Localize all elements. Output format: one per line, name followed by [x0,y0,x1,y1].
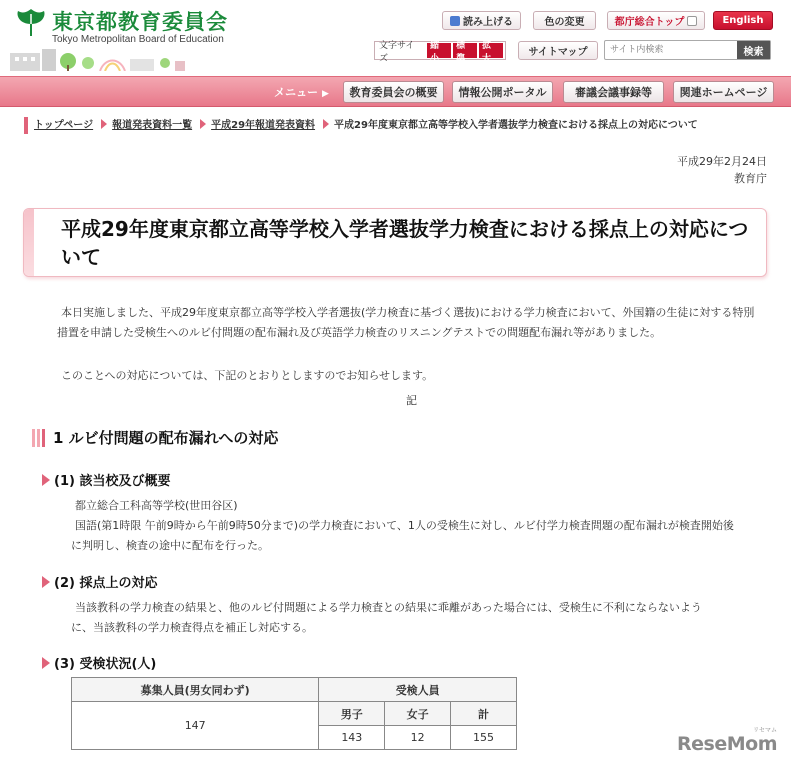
publication-info [677,153,767,187]
watermark-text: ReseMom [677,733,777,755]
recruit-value: 147 [72,702,319,750]
subsection1-text: 国語(第1時限 午前9時から午前9時50分まで)の学力検査において、1人の受検生に対し、ルビ付学力検査問題の配布漏れが検査開始後に判明し、検査の途中に配布を行った。 [71,519,734,552]
triangle-right-icon [42,576,50,588]
watermark-small-text: リセマム [753,727,777,734]
search-input[interactable] [605,41,737,59]
nav-menu-label [274,84,329,100]
subsection2-heading [42,572,157,591]
total-value: 155 [451,726,517,750]
sitemap-button[interactable] [518,41,598,60]
male-value: 143 [319,726,385,750]
triangle-right-icon [42,474,50,486]
examinee-table [71,677,517,750]
school-name: 都立総合工科高等学校(世田谷区) [75,499,238,512]
color-change-button[interactable] [533,11,596,30]
tocho-top-label: 都庁総合トップ [614,17,685,28]
tab-related-links[interactable]: 関連ホームページ [673,81,774,103]
page-title-box [23,208,767,277]
site-logo-english: Tokyo Metropolitan Board of Education [52,34,224,45]
tokyo-ginkgo-logo-icon[interactable] [14,8,48,38]
breadcrumb-press-list[interactable]: 報道発表資料一覧 [112,120,193,131]
font-shrink-button[interactable]: 縮小 [427,43,451,58]
section1-heading [32,427,278,448]
breadcrumb-arrow-icon [200,119,206,129]
site-search [604,40,771,60]
title-accent-bar [24,209,34,276]
breadcrumb [24,117,764,134]
tab-board-overview[interactable]: 教育委員会の概要 [343,81,444,103]
font-standard-button[interactable]: 標準 [453,43,477,58]
breadcrumb-press-2017[interactable]: 平成29年報道発表資料 [211,120,316,131]
subsection3-heading [42,653,156,672]
subsection3-heading-text: (3) 受検状況(人) [54,657,157,672]
font-size-label: 文字サイズ [379,40,415,64]
female-value: 12 [385,726,451,750]
breadcrumb-top[interactable]: トップページ [34,120,94,131]
breadcrumb-arrow-icon [323,119,329,129]
intro-notice: このことへの対応については、下記のとおりとしますのでお知らせします。 [61,369,434,382]
resemom-watermark [677,727,777,755]
english-button[interactable] [713,11,773,30]
breadcrumb-arrow-icon [101,119,107,129]
col-female-header: 女子 [385,702,451,726]
arrow-right-icon: ▶ [322,89,329,99]
subsection1-heading [42,470,170,489]
ki-mark: 記 [406,394,417,407]
breadcrumb-marker [24,117,93,134]
col-male-header: 男子 [319,702,385,726]
issuer: 教育庁 [734,172,767,185]
heading-bars-icon [32,429,45,447]
read-aloud-label: 読み上げる [463,17,513,28]
col-recruit-header: 募集人員(男女同わず) [72,678,319,702]
site-logo-text[interactable]: 東京都教育委員会 [52,10,228,34]
page-title: 平成29年度東京都立高等学校入学者選抜学力検査における採点上の対応について [61,217,749,269]
col-total-header: 計 [451,702,517,726]
city-illustration-icon [10,47,185,71]
main-nav [0,76,791,107]
external-link-icon [687,16,697,26]
menu-text: メニュー [274,86,318,99]
subsection2-text: 当該教科の学力検査の結果と、他のルビ付問題による学力検査との結果に乖離があった場合には、受検生に不利にならないように、当該教科の学力検査得点を補正し対応する。 [71,601,702,634]
speaker-icon [450,16,460,26]
triangle-right-icon [42,657,50,669]
intro-paragraph: 本日実施しました、平成29年度東京都立高等学校入学者選抜(学力検査に基づく選抜)における学力検査において、外国籍の生徒に対する特別措置を申請した受検生へのルビ付問題の配布漏れ及び英語学力検査のリスニングテストでの問題配布漏れ等がありました。 [57,306,755,339]
tab-council-minutes[interactable]: 審議会議事録等 [563,81,664,103]
section1-heading-text: 1 ルビ付問題の配布漏れへの対応 [53,429,279,447]
col-examinees-header: 受検人員 [319,678,517,702]
read-aloud-button[interactable] [442,11,521,30]
site-header [0,0,791,76]
subsection2-heading-text: (2) 採点上の対応 [54,576,158,591]
subsection1-heading-text: (1) 該当校及び概要 [54,474,171,489]
font-size-control [374,40,506,64]
color-change-label: 色の変更 [544,17,585,28]
sitemap-label: サイトマップ [528,47,588,58]
tocho-top-button[interactable] [607,11,705,30]
english-label: English [722,15,764,26]
publication-date: 平成29年2月24日 [677,155,767,168]
search-button[interactable]: 検索 [737,41,770,59]
tab-info-portal[interactable]: 情報公開ポータル [452,81,553,103]
font-enlarge-button[interactable]: 拡大 [479,43,503,58]
breadcrumb-current: 平成29年度東京都立高等学校入学者選抜学力検査における採点上の対応について [334,120,698,131]
